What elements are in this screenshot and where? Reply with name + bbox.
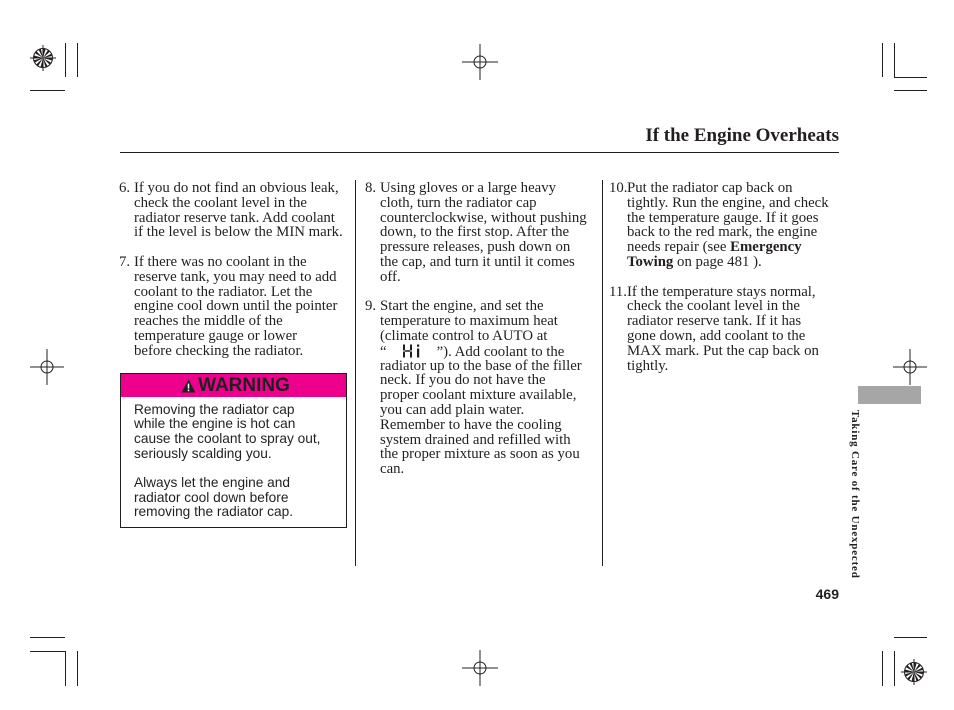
- text-line: check the coolant level in the: [134, 194, 307, 211]
- text-line: If the temperature stays normal,: [627, 283, 816, 300]
- step-number: 11.: [609, 283, 627, 300]
- text-line: pressure releases, push down on: [380, 239, 571, 256]
- text-line: you can add plain water.: [380, 401, 525, 418]
- text-line: (climate control to AUTO at: [380, 327, 548, 344]
- text-line: temperature gauge or lower: [134, 327, 298, 344]
- step-text: [365, 299, 582, 477]
- step-number: 8.: [365, 180, 377, 196]
- text-line: If you do not find an obvious leak,: [134, 180, 339, 196]
- warning-box: [120, 373, 347, 528]
- text-line: the proper mixture as soon as you: [380, 446, 580, 463]
- text-line: Put the radiator cap back on: [627, 180, 793, 196]
- step-text: [609, 285, 819, 374]
- exclamation-dot: [188, 389, 190, 391]
- text-line: down, to the first stop. After the: [380, 224, 570, 241]
- text-line: can.: [380, 461, 405, 478]
- text-line: reaches the middle of the: [134, 313, 283, 330]
- crosshair-lines: [462, 650, 498, 686]
- text-line: radiator reserve tank. Add coolant: [134, 209, 335, 226]
- text-line: MAX mark. Put the cap back on: [627, 342, 819, 359]
- text-line: gone down, add coolant to the: [627, 327, 806, 344]
- text-line: system drained and refilled with: [380, 431, 571, 448]
- text-line: check the coolant level in the: [627, 298, 800, 315]
- step-9: [365, 299, 582, 477]
- text-line: removing the radiator cap.: [134, 504, 294, 520]
- text-line: if the level is below the MIN mark.: [134, 224, 343, 241]
- step-8: [365, 181, 587, 285]
- crosshair-mark-right: [893, 349, 927, 385]
- text-line: If there was no coolant in the: [134, 254, 307, 270]
- text-line: temperature to maximum heat: [380, 313, 558, 330]
- text-line: off.: [380, 268, 401, 285]
- step-number: 9.: [365, 298, 377, 315]
- page-title: If the Engine Overheats: [645, 124, 839, 146]
- target-center: [913, 671, 916, 674]
- target-starburst: [38, 53, 47, 62]
- warning-paragraph-2: [134, 476, 293, 520]
- crosshair-mark-left: [30, 349, 64, 385]
- text-line: while the engine is hot can: [134, 416, 296, 432]
- text-line: Using gloves or a large heavy: [380, 180, 557, 196]
- target-crosshair-lines: [30, 45, 56, 71]
- text-line: Always let the engine and: [134, 475, 290, 491]
- step-7: [119, 255, 337, 359]
- crop-mark-bottom-left: [30, 638, 78, 687]
- text-line: Start the engine, and set the: [380, 298, 544, 315]
- text-line-with-icon: [380, 344, 582, 359]
- text-line: tightly. Run the engine, and check: [627, 194, 829, 211]
- text-line: tightly.: [627, 357, 669, 374]
- text-line: back to the red mark, the engine: [627, 224, 818, 241]
- target-outer-ring: [34, 49, 53, 68]
- step-text: [609, 181, 829, 270]
- crop-mark-top-left: [30, 43, 78, 91]
- text-line: Remember to have the cooling: [380, 416, 562, 433]
- text-line: counterclockwise, without pushing: [380, 209, 587, 226]
- step-11: [609, 285, 819, 374]
- text-line: cloth, turn the radiator cap: [380, 194, 537, 211]
- crosshair-circle: [41, 361, 53, 373]
- header-rule: [120, 152, 839, 153]
- crosshair-circle: [474, 56, 486, 68]
- text-line: seriously scalding you.: [134, 445, 272, 461]
- text-line: proper coolant mixture available,: [380, 387, 577, 404]
- hi-setting-icon: [402, 344, 422, 358]
- reference-prefix: needs repair (see: [627, 239, 731, 256]
- warning-label: WARNING: [198, 375, 290, 396]
- text-line-reference: [627, 240, 829, 255]
- target-outer-ring: [905, 663, 924, 682]
- crosshair-circle: [904, 361, 916, 373]
- close-quote-text: ”). Add coolant to the: [436, 343, 565, 360]
- step-10: [609, 181, 829, 270]
- registration-target-icon: [30, 45, 56, 71]
- step-text: [119, 181, 343, 240]
- column-divider-2: [602, 180, 603, 566]
- reference-page: on page 481 ).: [673, 253, 762, 270]
- warning-paragraph-1: [134, 403, 320, 462]
- exclamation-stem: [188, 383, 190, 388]
- crosshair-lines: [30, 349, 64, 385]
- target-crosshair-lines: [901, 659, 927, 685]
- step-6: [119, 181, 343, 240]
- page-number: 469: [815, 586, 839, 602]
- step-number: 6.: [119, 180, 131, 196]
- crosshair-mark-top: [462, 44, 498, 80]
- warning-header-bar: [121, 374, 346, 397]
- crop-mark-top-right: [883, 43, 928, 91]
- text-line: radiator cool down before: [134, 489, 289, 505]
- crosshair-mark-bottom: [462, 650, 498, 686]
- crop-mark-bottom-right: [883, 638, 928, 687]
- open-quote: “: [380, 343, 387, 360]
- text-line: before checking the radiator.: [134, 342, 304, 359]
- text-line: Removing the radiator cap: [134, 401, 295, 417]
- section-tab-label: Taking Care of the Unexpected: [849, 410, 861, 579]
- text-line: radiator reserve tank. If it has: [627, 313, 802, 330]
- text-line: neck. If you do not have the: [380, 372, 546, 389]
- step-text: [119, 255, 337, 359]
- reference-title-part-2: Towing: [627, 253, 674, 270]
- text-line: reserve tank, you may need to add: [134, 268, 337, 285]
- text-line: cause the coolant to spray out,: [134, 430, 321, 446]
- crosshair-circle: [474, 662, 486, 674]
- column-divider-1: [355, 180, 356, 566]
- target-starburst: [909, 667, 918, 676]
- warning-triangle-icon: [181, 379, 196, 393]
- text-line: engine cool down until the pointer: [134, 298, 338, 315]
- hi-segments: [403, 344, 419, 357]
- hi-setting-glyph: [402, 344, 422, 358]
- text-line: radiator up to the base of the filler: [380, 357, 582, 374]
- step-number: 7.: [119, 254, 131, 270]
- crosshair-lines: [462, 44, 498, 80]
- registration-target-icon: [901, 659, 927, 685]
- text-line: the temperature gauge. If it goes: [627, 209, 819, 226]
- step-text: [365, 181, 587, 285]
- text-line-reference: [627, 255, 829, 270]
- text-line: the cap, and turn it until it comes: [380, 253, 575, 270]
- step-number: 10.: [609, 180, 628, 196]
- section-tab-marker: [858, 386, 921, 404]
- text-line: coolant to the radiator. Let the: [134, 283, 313, 300]
- reference-title-part-1: Emergency: [730, 239, 802, 256]
- target-center: [42, 57, 45, 60]
- crosshair-lines: [893, 349, 927, 385]
